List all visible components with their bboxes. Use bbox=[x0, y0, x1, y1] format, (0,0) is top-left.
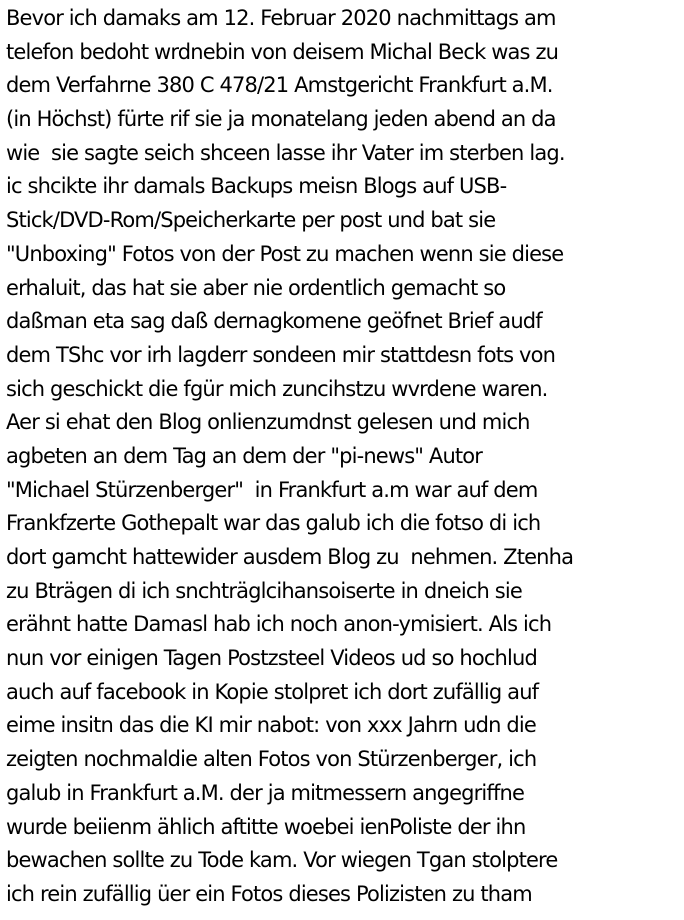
text-line: (in Höchst) fürte rif sie ja monatelang jeden abend an da bbox=[6, 107, 556, 132]
text-line: "Michael Stürzenberger" in Frankfurt a.m war auf dem bbox=[6, 477, 538, 502]
text-line: Frankfzerte Gothepalt war das galub ich die fotso di ich bbox=[6, 511, 541, 536]
text-line: erähnt hatte Damasl hab ich noch anon-ymisiert. Als ich bbox=[6, 612, 552, 637]
body-text bbox=[6, 2, 684, 912]
text-line: dem TShc vor irh lagderr sondeen mir stattdesn fots von bbox=[6, 342, 556, 367]
text-line: galub in Frankfurt a.M. der ja mitmessern angegriffne bbox=[6, 780, 525, 805]
text-line: zu Bträgen di ich snchträglcihansoiserte in dneich sie bbox=[6, 578, 522, 603]
text-line: auch auf facebook in Kopie stolpret ich dort zufällig auf bbox=[6, 679, 539, 704]
text-line: "Unboxing" Fotos von der Post zu machen wenn sie diese bbox=[6, 241, 564, 266]
text-line: ich rein zufällig üer ein Fotos dieses Polizisten zu tham bbox=[6, 881, 532, 906]
text-line: dem Verfahrne 380 C 478/21 Amstgericht Frankfurt a.M. bbox=[6, 73, 553, 98]
text-line: wurde beiienm ählich aftitte woebei ienPoliste der ihn bbox=[6, 814, 526, 839]
text-line: erhaluit, das hat sie aber nie ordentlich gemacht so bbox=[6, 275, 506, 300]
text-line: nun vor einigen Tagen Postzsteel Videos ud so hochlud bbox=[6, 646, 537, 671]
text-line: bewachen sollte zu Tode kam. Vor wiegen Tgan stolptere bbox=[6, 848, 558, 873]
text-line: ic shcikte ihr damals Backups meisn Blogs auf USB- bbox=[6, 174, 507, 199]
text-line: Stick/DVD-Rom/Speicherkarte per post und bat sie bbox=[6, 208, 496, 233]
text-line: daßman eta sag daß dernagkomene geöfnet Brief audf bbox=[6, 309, 542, 334]
text-line: Aer si ehat den Blog onlienzumdnst gelesen und mich bbox=[6, 410, 530, 435]
text-line: eime insitn das die KI mir nabot: von xxx Jahrn udn die bbox=[6, 713, 536, 738]
text-line: Bevor ich damaks am 12. Februar 2020 nachmittags am bbox=[6, 6, 556, 30]
text-line: zeigten nochmaldie alten Fotos von Stürzenberger, ich bbox=[6, 747, 537, 772]
text-line: dort gamcht hattewider ausdem Blog zu nehmen. Ztenha bbox=[6, 545, 574, 569]
text-line: telefon bedoht wrdnebin von deisem Michal Beck was zu bbox=[6, 39, 559, 64]
text-line: sich geschickt die fgür mich zuncihstzu wvrdene waren. bbox=[6, 376, 548, 401]
text-line: wie sie sagte seich shceen lasse ihr Vater im sterben lag. bbox=[6, 140, 565, 165]
text-line: agbeten an dem Tag an dem der "pi-news" Autor bbox=[6, 443, 483, 468]
